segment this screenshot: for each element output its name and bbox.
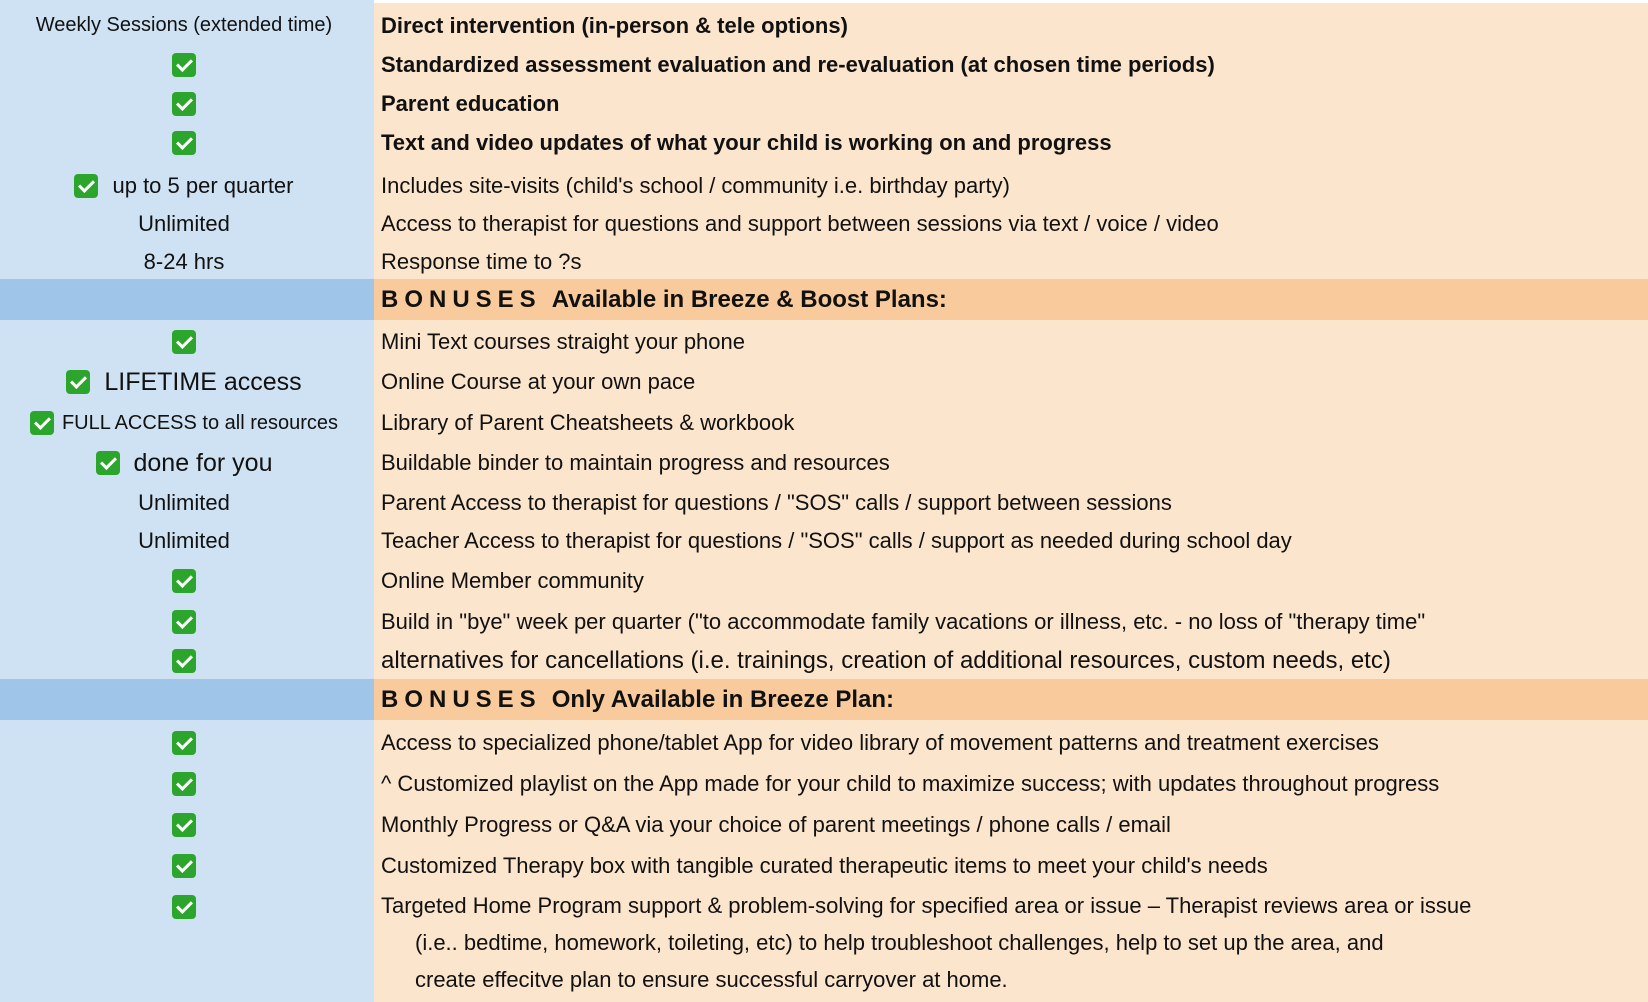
feature-value xyxy=(0,6,368,45)
section-header-title xyxy=(381,279,947,320)
feature-description-line: (i.e.. bedtime, homework, toileting, etc) to help troubleshoot challenges, help to set up the area, and xyxy=(415,930,1384,955)
feature-description: Library of Parent Cheatsheets & workbook xyxy=(381,410,795,435)
feature-description: Teacher Access to therapist for questions / "SOS" calls / support as needed during school day xyxy=(381,528,1292,553)
feature-value xyxy=(0,45,368,84)
check-box-icon xyxy=(172,649,196,673)
section-header-breeze-boost xyxy=(0,279,1648,320)
feature-value-text: Unlimited xyxy=(138,528,230,553)
feature-description: Access to therapist for questions and support between sessions via text / voice / video xyxy=(381,211,1219,236)
feature-value xyxy=(0,206,368,242)
section-header-left xyxy=(0,679,374,720)
feature-description: Customized Therapy box with tangible curated therapeutic items to meet your child's needs xyxy=(381,852,1268,878)
feature-row xyxy=(0,641,1648,680)
feature-description-line: Targeted Home Program support & problem-solving for specified area or issue – Therapist reviews area or issue xyxy=(381,893,1472,918)
feature-description xyxy=(381,887,1471,998)
feature-value xyxy=(0,846,368,885)
feature-row xyxy=(0,84,1648,123)
section-header-breeze-only xyxy=(0,679,1648,720)
feature-row xyxy=(0,723,1648,762)
feature-description: Buildable binder to maintain progress and resources xyxy=(381,450,890,475)
check-box-icon xyxy=(96,451,120,475)
feature-description: Monthly Progress or Q&A via your choice of parent meetings / phone calls / email xyxy=(381,811,1171,837)
feature-value-text: up to 5 per quarter xyxy=(112,173,294,198)
check-box-icon xyxy=(172,53,196,77)
feature-row xyxy=(0,444,1648,482)
feature-row xyxy=(0,6,1648,45)
feature-description: Parent education xyxy=(381,90,560,116)
feature-value-text: 8-24 hrs xyxy=(143,249,225,274)
section-header-left xyxy=(0,279,374,320)
section-title-text: Only Available in Breeze Plan: xyxy=(551,686,895,713)
feature-description: Mini Text courses straight your phone xyxy=(381,329,745,354)
feature-row xyxy=(0,561,1648,600)
feature-description: ^ Customized playlist on the App made for your child to maximize success; with updates throughout progress xyxy=(381,770,1440,796)
feature-row xyxy=(0,846,1648,885)
feature-row xyxy=(0,206,1648,242)
feature-value xyxy=(0,444,368,482)
feature-value xyxy=(0,363,368,401)
section-title-text: Available in Breeze & Boost Plans: xyxy=(551,286,947,313)
feature-value-text: LIFETIME access xyxy=(104,367,302,396)
feature-description: Text and video updates of what your child is working on and progress xyxy=(381,129,1112,155)
feature-row xyxy=(0,123,1648,162)
feature-value-text: done for you xyxy=(133,448,273,477)
bonuses-label: BONUSES xyxy=(381,686,542,713)
check-box-icon xyxy=(172,895,196,919)
section-header-title xyxy=(381,679,894,720)
bonuses-label: BONUSES xyxy=(381,286,542,313)
feature-value xyxy=(0,84,368,123)
feature-value xyxy=(0,168,368,204)
feature-value xyxy=(0,887,368,926)
feature-value xyxy=(0,764,368,803)
feature-description: Includes site-visits (child's school / community i.e. birthday party) xyxy=(381,173,1010,198)
feature-value xyxy=(0,561,368,600)
feature-value xyxy=(0,404,368,442)
feature-row xyxy=(0,764,1648,803)
feature-row xyxy=(0,522,1648,560)
feature-row xyxy=(0,404,1648,442)
feature-value xyxy=(0,484,368,522)
feature-row xyxy=(0,45,1648,84)
feature-value xyxy=(0,805,368,844)
feature-description: Access to specialized phone/tablet App for video library of movement patterns and treatment exercises xyxy=(381,729,1379,755)
feature-row xyxy=(0,323,1648,361)
feature-value xyxy=(0,123,368,162)
feature-value xyxy=(0,323,368,361)
feature-description: Parent Access to therapist for questions / "SOS" calls / support between sessions xyxy=(381,490,1172,515)
feature-row xyxy=(0,484,1648,522)
feature-value-text: Unlimited xyxy=(138,490,230,515)
feature-value-text: FULL ACCESS to all resources xyxy=(61,411,339,434)
check-box-icon xyxy=(172,131,196,155)
feature-row xyxy=(0,887,1648,1002)
check-box-icon xyxy=(172,330,196,354)
feature-row xyxy=(0,805,1648,844)
check-box-icon xyxy=(172,731,196,755)
feature-value-text: Weekly Sessions (extended time) xyxy=(35,14,333,36)
check-box-icon xyxy=(30,411,54,435)
feature-row xyxy=(0,363,1648,401)
feature-description: Online Course at your own pace xyxy=(381,369,696,394)
feature-description: Online Member community xyxy=(381,567,644,593)
feature-value xyxy=(0,723,368,762)
check-box-icon xyxy=(172,854,196,878)
check-box-icon xyxy=(66,370,90,394)
feature-description: Build in "bye" week per quarter ("to accommodate family vacations or illness, etc. - no loss of "therapy time" xyxy=(381,608,1426,634)
check-box-icon xyxy=(172,92,196,116)
feature-description-line: create effecitve plan to ensure successful carryover at home. xyxy=(415,967,1008,992)
feature-row xyxy=(0,168,1648,204)
check-box-icon xyxy=(74,174,98,198)
check-box-icon xyxy=(172,813,196,837)
feature-description: alternatives for cancellations (i.e. trainings, creation of additional resources, custom needs, etc) xyxy=(381,646,1391,674)
feature-description: Response time to ?s xyxy=(381,249,582,274)
feature-row xyxy=(0,602,1648,641)
check-box-icon xyxy=(172,610,196,634)
feature-description: Standardized assessment evaluation and re-evaluation (at chosen time periods) xyxy=(381,51,1215,77)
check-box-icon xyxy=(172,569,196,593)
feature-value xyxy=(0,244,368,280)
feature-value-text: Unlimited xyxy=(138,211,230,236)
feature-description: Direct intervention (in-person & tele options) xyxy=(381,12,848,38)
feature-row xyxy=(0,244,1648,280)
feature-value xyxy=(0,602,368,641)
check-box-icon xyxy=(172,772,196,796)
feature-value xyxy=(0,641,368,680)
feature-value xyxy=(0,522,368,560)
